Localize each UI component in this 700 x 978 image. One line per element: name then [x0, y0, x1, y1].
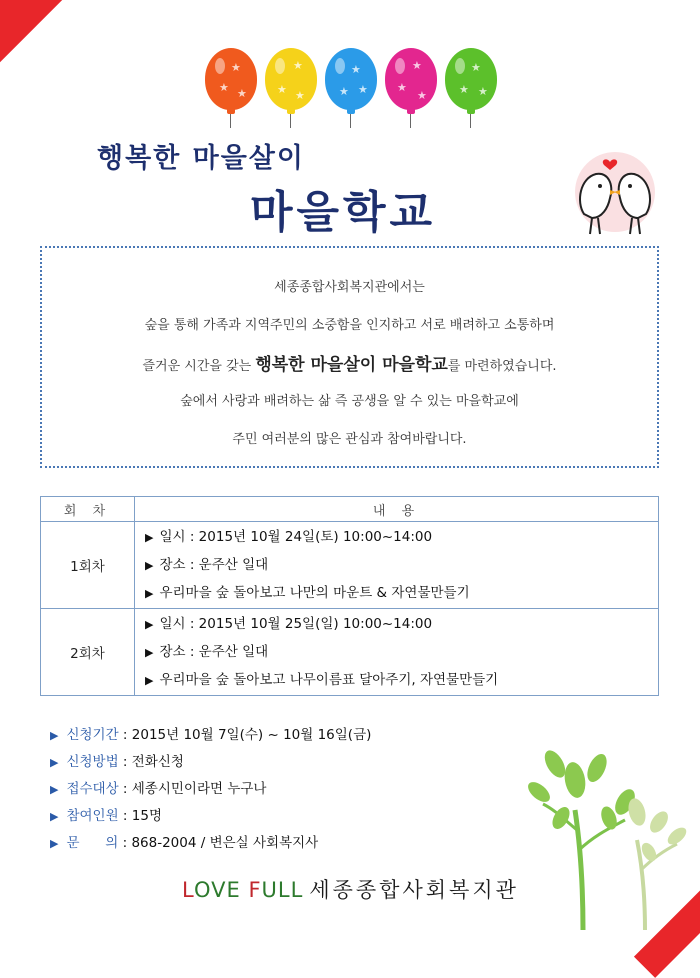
- info-label: 신청방법: [66, 754, 119, 770]
- info-row-target: [50, 776, 510, 803]
- title-big: 마을학교: [250, 187, 437, 238]
- item-text: 일시 : 2015년 10월 24일(토) 10:00~14:00: [159, 529, 433, 545]
- intro-line: 세종종합사회복지관에서는: [274, 280, 425, 295]
- intro-text: 를 마련하였습니다.: [447, 359, 557, 374]
- info-label: 신청기간: [66, 727, 119, 743]
- list-item: [145, 551, 657, 579]
- triangle-right-icon: ▶: [50, 837, 59, 850]
- birds-icon: [570, 152, 660, 244]
- schedule-table: [40, 496, 659, 696]
- header-content: 내 용: [135, 497, 659, 522]
- triangle-right-icon: ▶: [145, 618, 154, 631]
- list-item: [145, 610, 657, 638]
- intro-line: 숲에서 사랑과 배려하는 삶 즉 공생을 알 수 있는 마을학교에: [180, 394, 519, 409]
- triangle-right-icon: ▶: [50, 756, 59, 769]
- info-row-period: [50, 722, 510, 749]
- info-value: : 세종시민이라면 누구나: [118, 781, 267, 797]
- organization-name: 세종종합사회복지관: [309, 878, 519, 902]
- footer-letters: ULL: [261, 878, 304, 902]
- intro-line: 주민 여러분의 많은 관심과 참여바랍니다.: [232, 432, 467, 447]
- balloon-icon: ★ ★ ★: [205, 48, 257, 110]
- tree-icon: [525, 740, 690, 930]
- triangle-right-icon: ▶: [145, 674, 154, 687]
- round-content: [135, 522, 659, 609]
- triangle-right-icon: ▶: [50, 729, 59, 742]
- balloon-icon: ★ ★ ★: [265, 48, 317, 110]
- info-row-method: [50, 749, 510, 776]
- round-content: [135, 609, 659, 696]
- item-text: 장소 : 운주산 일대: [159, 644, 269, 660]
- info-list: [50, 722, 510, 857]
- info-label: 참여인원: [66, 808, 119, 824]
- balloon-icon: ★ ★ ★: [385, 48, 437, 110]
- triangle-right-icon: ▶: [145, 646, 154, 659]
- title-small: 행복한 마을살이: [97, 143, 305, 174]
- intro-line-highlighted: [42, 350, 657, 375]
- round-label: 2회차: [41, 609, 135, 696]
- info-row-contact: [50, 830, 510, 857]
- item-text: 우리마을 숲 돌아보고 나무이름표 달아주기, 자연물만들기: [159, 672, 499, 688]
- intro-box: [40, 246, 659, 468]
- round-label: 1회차: [41, 522, 135, 609]
- list-item: [145, 638, 657, 666]
- program-name: 행복한 마을살이 마을학교: [255, 355, 448, 375]
- list-item: [145, 523, 657, 551]
- footer-organization: [182, 874, 519, 904]
- info-value: : 868-2004 / 변은실 사회복지사: [118, 835, 319, 851]
- balloons: [205, 48, 505, 133]
- item-text: 장소 : 운주산 일대: [159, 557, 269, 573]
- footer-letter: F: [248, 878, 262, 902]
- footer-letters: OVE: [193, 878, 249, 902]
- balloon-icon: ★ ★ ★: [445, 48, 497, 110]
- info-row-capacity: [50, 803, 510, 830]
- info-label: 문 의: [66, 835, 119, 851]
- header-round: 회 차: [41, 497, 135, 522]
- intro-text: 즐거운 시간을 갖는: [142, 359, 256, 374]
- table-row: [41, 522, 659, 609]
- list-item: [145, 579, 657, 607]
- info-label: 접수대상: [66, 781, 119, 797]
- info-value: : 15명: [118, 808, 162, 824]
- table-row: [41, 609, 659, 696]
- list-item: [145, 666, 657, 694]
- corner-stripe-top: [0, 0, 197, 91]
- table-header: [41, 497, 659, 522]
- info-value: : 2015년 10월 7일(수) ~ 10월 16일(금): [118, 727, 372, 743]
- triangle-right-icon: ▶: [50, 810, 59, 823]
- item-text: 우리마을 숲 돌아보고 나만의 마운트 & 자연물만들기: [159, 585, 470, 601]
- info-value: : 전화신청: [118, 754, 184, 770]
- item-text: 일시 : 2015년 10월 25일(일) 10:00~14:00: [159, 616, 433, 632]
- triangle-right-icon: ▶: [145, 531, 154, 544]
- intro-line: 숲을 통해 가족과 지역주민의 소중함을 인지하고 서로 배려하고 소통하며: [144, 318, 555, 333]
- balloon-icon: ★ ★ ★: [325, 48, 377, 110]
- triangle-right-icon: ▶: [50, 783, 59, 796]
- triangle-right-icon: ▶: [145, 587, 154, 600]
- triangle-right-icon: ▶: [145, 559, 154, 572]
- footer-letter: L: [182, 878, 194, 902]
